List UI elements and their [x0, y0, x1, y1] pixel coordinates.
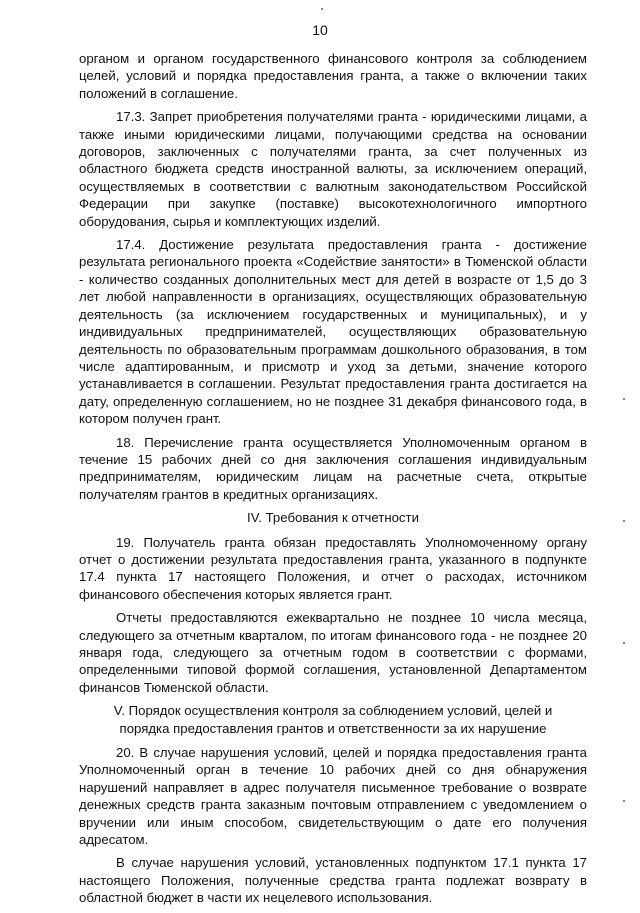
paragraph-17-4: 17.4. Достижение результата предоставления гранта - достижение результата регионального проекта «Содействие занятости» в Тюменской области - количество созданных дополнительных мест для детей в возрасте от 1,5 до 3 лет любой направленности в организациях, осуществляющих образовательную деятельность (за исключением государственных и муниципальных), и у индивидуальных предпринимателей, осуществляющих образовательную деятельность по образовательным программам дошкольного образования, в том числе адаптированным, и присмотр и уход за детьми, значение которого устанавливается в соглашении. Результат предоставления гранта достигается на дату, определенную соглашением, но не позднее 31 декабря финансового года, в котором получен грант.: [79, 237, 587, 427]
paragraph-violation: В случае нарушения условий, установленных подпунктом 17.1 пункта 17 настоящего Положения, полученные средства гранта подлежат возврату в областной бюджет в части их нецелевого использования.: [79, 855, 587, 906]
scan-speck: [321, 8, 323, 10]
scan-speck: [623, 520, 625, 522]
section-heading-iv: IV. Требования к отчетности: [247, 510, 419, 526]
paragraph-continuation: органом и органом государственного финансового контроля за соблюдением целей, условий и порядка предоставления гранта, а также о включении таких положений в соглашение.: [79, 51, 587, 101]
scan-speck: [623, 398, 625, 400]
document-body: [79, 50, 587, 913]
page-number: 10: [312, 22, 328, 38]
paragraph-19: 19. Получатель гранта обязан предоставлять Уполномоченному органу отчет о достижении результата предоставления гранта, указанного в подпункте 17.4 пункта 17 настоящего Положения, и отчет о расходах, источником финансового обеспечения которых является грант.: [79, 534, 587, 602]
scan-speck: [623, 642, 625, 644]
paragraph-17-3: 17.3. Запрет приобретения получателями гранта - юридическими лицами, а также иными юридическими лицами, получающими средства на основании договоров, заключенных с получателями гранта, за счет полученных из областного бюджета средств иностранной валюты, за исключением операций, осуществляемых в соответствии с валютным законодательством Российской Федерации при закупке (поставке) высокотехнологичного импортного оборудования, сырья и комплектующих изделий.: [79, 109, 587, 229]
paragraph-reports: Отчеты предоставляются ежеквартально не позднее 10 числа месяца, следующего за отчетным кварталом, по итогам финансового года - не позднее 20 января года, следующего за отчетным годом в соответствии с формами, определенными типовой формой соглашения, установленной Департаментом финансов Тюменской области.: [79, 610, 587, 695]
paragraph-20: 20. В случае нарушения условий, целей и порядка предоставления гранта Уполномоченный орган в течение 10 рабочих дней со дня обнаружения нарушений направляет в адрес получателя письменное требование о возврате денежных средств гранта заказным почтовым отправлением с уведомлением о вручении или иным способом, свидетельствующим о дате его получения адресатом.: [79, 745, 587, 848]
paragraph-18: 18. Перечисление гранта осуществляется Уполномоченным органом в течение 15 рабочих дней со дня заключения соглашения индивидуальным предпринимателям, юридическим лицам на расчетные счета, открытые получателям грантов в кредитных организациях.: [79, 434, 587, 502]
section-heading-v: V. Порядок осуществления контроля за соблюдением условий, целей и порядка предоставления грантов и ответственности за их нарушение: [113, 703, 553, 736]
scan-speck: [623, 800, 625, 802]
